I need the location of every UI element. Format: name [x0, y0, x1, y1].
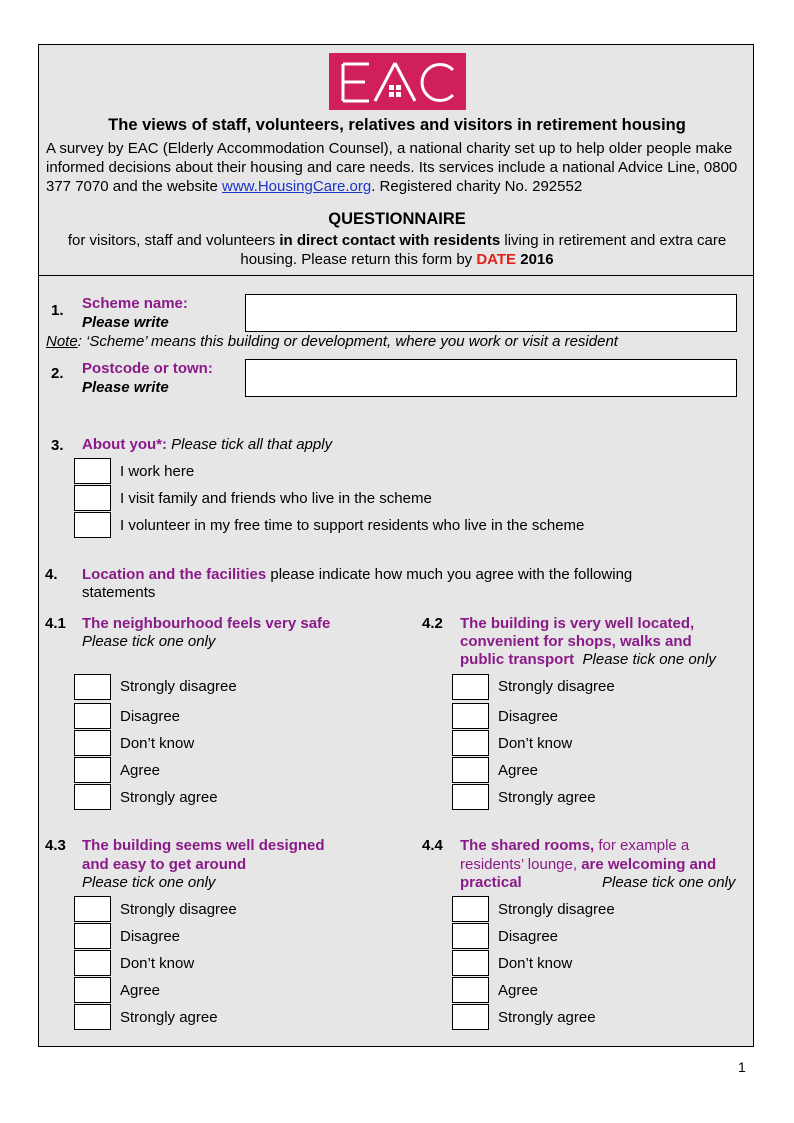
about-you-option-visit: I visit family and friends who live in the scheme	[120, 490, 432, 507]
question-4-instruction-2: statements	[82, 584, 156, 601]
question-4-3-number: 4.3	[45, 837, 66, 854]
questionnaire-subtitle	[44, 231, 750, 269]
q43-option-agree: Agree	[120, 982, 161, 999]
question-4-1-label: The neighbourhood feels very safe	[82, 615, 331, 632]
question-4-2-line-3	[460, 651, 716, 669]
question-3-label: About you*:	[82, 436, 167, 453]
question-3-number: 3.	[51, 437, 64, 454]
note-text: : ‘Scheme’ means this building or development, where you work or visit a resident	[77, 333, 618, 350]
subtitle-text-2: living in retirement and extra care housing. Please return this form by	[240, 232, 727, 268]
q43-checkbox-strongly-agree[interactable]	[74, 1004, 111, 1030]
question-4-3-line-1: The building seems well designed	[82, 837, 325, 854]
q42-checkbox-agree[interactable]	[452, 757, 489, 783]
question-4-2-line-1: The building is very well located,	[460, 615, 695, 632]
q42-option-strongly-disagree: Strongly disagree	[498, 678, 615, 695]
note-label: Note	[46, 333, 78, 350]
question-1-label: Scheme name:	[82, 295, 188, 312]
q44-option-strongly-disagree: Strongly disagree	[498, 901, 615, 918]
question-4-4-line-2	[460, 856, 716, 874]
question-4-instruction: please indicate how much you agree with the following	[266, 566, 633, 583]
q43-option-disagree: Disagree	[120, 928, 181, 945]
return-date: DATE	[476, 251, 517, 268]
question-4-4-label-2: are welcoming and	[581, 856, 717, 873]
about-you-checkbox-visit[interactable]	[74, 485, 111, 511]
q42-option-strongly-agree: Strongly agree	[498, 789, 596, 806]
question-4-4-label: The shared rooms,	[460, 837, 595, 854]
about-you-option-work: I work here	[120, 463, 195, 480]
intro-text: A survey by EAC (Elderly Accommodation Counsel), a national charity set up to help older people make informed decisions about their housing and care needs. Its services include a national Advice Line, 0800 377 7070 and the website	[46, 140, 738, 195]
question-3-hint: Please tick all that apply	[166, 436, 333, 453]
q44-checkbox-agree[interactable]	[452, 977, 489, 1003]
survey-intro	[46, 139, 752, 196]
scheme-note	[46, 333, 618, 351]
q41-checkbox-strongly-agree[interactable]	[74, 784, 111, 810]
q44-checkbox-strongly-agree[interactable]	[452, 1004, 489, 1030]
header-divider	[39, 275, 753, 276]
q43-option-strongly-disagree: Strongly disagree	[120, 901, 237, 918]
q41-checkbox-strongly-disagree[interactable]	[74, 674, 111, 700]
q41-checkbox-dont-know[interactable]	[74, 730, 111, 756]
q43-checkbox-strongly-disagree[interactable]	[74, 896, 111, 922]
question-4-4-text-2: residents’ lounge,	[460, 856, 582, 873]
question-4-2-line-2: convenient for shops, walks and	[460, 633, 692, 650]
q44-checkbox-dont-know[interactable]	[452, 950, 489, 976]
q44-option-dont-know: Don’t know	[498, 955, 573, 972]
return-year: 2016	[520, 251, 554, 268]
q44-option-strongly-agree: Strongly agree	[498, 1009, 596, 1026]
survey-title: The views of staff, volunteers, relatives and visitors in retirement housing	[108, 116, 686, 134]
q41-option-dont-know: Don’t know	[120, 735, 195, 752]
question-4-2-number: 4.2	[422, 615, 443, 632]
question-4-label: Location and the facilities	[82, 566, 267, 583]
question-1-hint: Please write	[82, 314, 169, 331]
question-4-3-line-2: and easy to get around	[82, 856, 247, 873]
question-4-4-hint: Please tick one only	[602, 874, 736, 891]
q44-option-disagree: Disagree	[498, 928, 559, 945]
question-4-3-hint: Please tick one only	[82, 874, 216, 891]
q44-option-agree: Agree	[498, 982, 539, 999]
q42-checkbox-strongly-disagree[interactable]	[452, 674, 489, 700]
survey-form	[38, 44, 754, 1047]
question-2-number: 2.	[51, 365, 64, 382]
q42-checkbox-strongly-agree[interactable]	[452, 784, 489, 810]
about-you-option-volunteer: I volunteer in my free time to support residents who live in the scheme	[120, 517, 585, 534]
question-4-4-line-1	[460, 837, 689, 855]
q41-checkbox-disagree[interactable]	[74, 703, 111, 729]
q42-checkbox-disagree[interactable]	[452, 703, 489, 729]
charity-number-text: . Registered charity No. 292552	[371, 178, 583, 195]
postcode-field[interactable]	[245, 359, 737, 397]
q42-option-disagree: Disagree	[498, 708, 559, 725]
q41-checkbox-agree[interactable]	[74, 757, 111, 783]
q41-option-strongly-disagree: Strongly disagree	[120, 678, 237, 695]
question-2-label: Postcode or town:	[82, 360, 213, 377]
q42-option-dont-know: Don’t know	[498, 735, 573, 752]
about-you-checkbox-work[interactable]	[74, 458, 111, 484]
question-3-text	[82, 436, 332, 454]
q42-option-agree: Agree	[498, 762, 539, 779]
q43-checkbox-dont-know[interactable]	[74, 950, 111, 976]
subtitle-bold: in direct contact with residents	[279, 232, 501, 249]
question-4-1-hint: Please tick one only	[82, 633, 216, 650]
q42-checkbox-dont-know[interactable]	[452, 730, 489, 756]
questionnaire-heading: QUESTIONNAIRE	[328, 210, 466, 228]
q43-option-dont-know: Don’t know	[120, 955, 195, 972]
subtitle-text: for visitors, staff and volunteers	[67, 232, 280, 249]
question-1-number: 1.	[51, 302, 64, 319]
q43-option-strongly-agree: Strongly agree	[120, 1009, 218, 1026]
question-4-4-number: 4.4	[422, 837, 443, 854]
question-4-1-number: 4.1	[45, 615, 66, 632]
eac-logo	[329, 53, 466, 110]
scheme-name-field[interactable]	[245, 294, 737, 332]
q44-checkbox-strongly-disagree[interactable]	[452, 896, 489, 922]
q43-checkbox-disagree[interactable]	[74, 923, 111, 949]
q44-checkbox-disagree[interactable]	[452, 923, 489, 949]
page-number: 1	[738, 1059, 746, 1075]
q41-option-agree: Agree	[120, 762, 161, 779]
question-2-hint: Please write	[82, 379, 169, 396]
eac-logo-mark	[335, 58, 460, 106]
q41-option-disagree: Disagree	[120, 708, 181, 725]
question-4-text	[82, 566, 722, 602]
question-4-number: 4.	[45, 566, 58, 583]
q41-option-strongly-agree: Strongly agree	[120, 789, 218, 806]
q43-checkbox-agree[interactable]	[74, 977, 111, 1003]
housingcare-link[interactable]: www.HousingCare.org	[221, 178, 372, 195]
question-4-2-label-end: public transport	[460, 651, 575, 668]
about-you-checkbox-volunteer[interactable]	[74, 512, 111, 538]
question-4-4-text: for example a	[594, 837, 690, 854]
question-4-4-line-3: practical	[460, 874, 522, 891]
question-4-2-hint: Please tick one only	[582, 651, 716, 668]
